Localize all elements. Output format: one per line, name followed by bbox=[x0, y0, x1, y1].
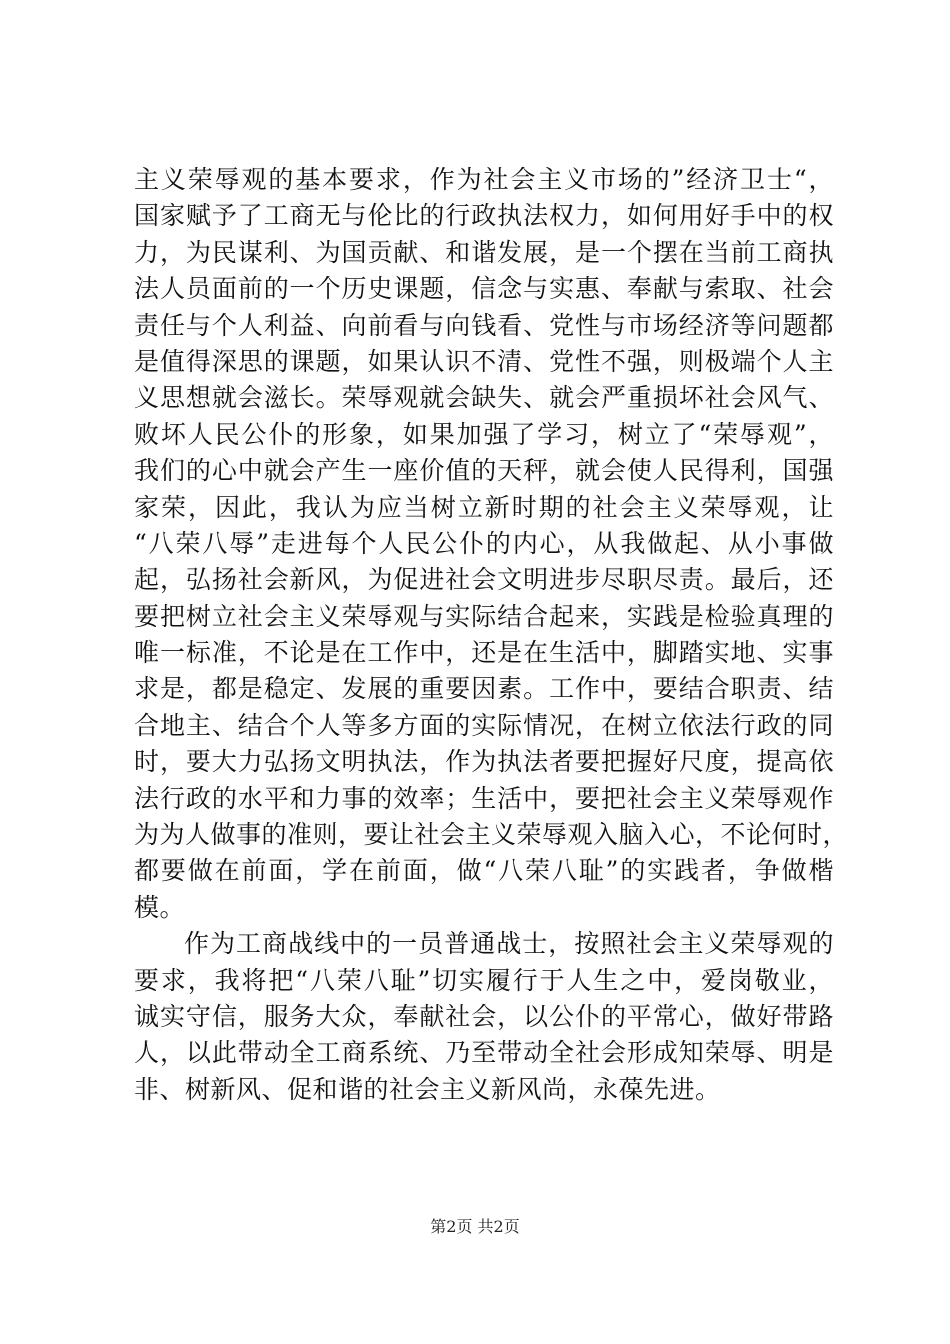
text-line: 义思想就会滋长。荣辱观就会缺失、就会严重损坏社会风气、 bbox=[134, 383, 834, 413]
text-line: 模。 bbox=[134, 892, 186, 922]
text-line: 是值得深思的课题，如果认识不清、党性不强，则极端个人主 bbox=[134, 346, 834, 376]
text-line: 法人员面前的一个历史课题，信念与实惠、奉献与索取、社会 bbox=[134, 274, 834, 304]
text-line: 作为工商战线中的一员普通战士，按照社会主义荣辱观的 bbox=[184, 929, 834, 959]
text-line: 主义荣辱观的基本要求，作为社会主义市场的”经济卫士“， bbox=[134, 165, 834, 194]
paragraph-2 bbox=[134, 926, 834, 1108]
paragraph-1 bbox=[134, 162, 849, 926]
text-line: 诚实守信，服务大众，奉献社会，以公仆的平常心，做好带路 bbox=[134, 1001, 834, 1031]
text-line: 求是，都是稳定、发展的重要因素。工作中，要结合职责、结 bbox=[134, 674, 834, 704]
text-line: 为为人做事的准则，要让社会主义荣辱观入脑入心，不论何时， bbox=[134, 820, 849, 850]
text-line: 非、树新风、促和谐的社会主义新风尚，永葆先进。 bbox=[134, 1074, 721, 1104]
text-line: 我们的心中就会产生一座价值的天秤，就会使人民得利，国强 bbox=[134, 456, 834, 486]
text-line: 人，以此带动全工商系统、乃至带动全社会形成知荣辱、明是 bbox=[134, 1038, 834, 1068]
text-line: 都要做在前面，学在前面，做“八荣八耻”的实践者，争做楷 bbox=[134, 856, 834, 886]
text-line: 责任与个人利益、向前看与向钱看、党性与市场经济等问题都 bbox=[134, 310, 834, 340]
text-line: 力，为民谋利、为国贡献、和谐发展，是一个摆在当前工商执 bbox=[134, 237, 834, 267]
text-line: 国家赋予了工商无与伦比的行政执法权力，如何用好手中的权 bbox=[134, 201, 834, 231]
text-line: 时，要大力弘扬文明执法，作为执法者要把握好尺度，提高依 bbox=[134, 747, 834, 777]
page-footer: 第2页 共2页 bbox=[430, 1217, 520, 1236]
text-line: 要把树立社会主义荣辱观与实际结合起来，实践是检验真理的 bbox=[134, 601, 834, 631]
text-line: 要求，我将把“八荣八耻”切实履行于人生之中，爱岗敬业， bbox=[134, 965, 834, 995]
document-body bbox=[134, 162, 849, 1108]
text-line: “八荣八辱”走进每个人民公仆的内心，从我做起、从小事做 bbox=[134, 528, 834, 558]
text-line: 家荣，因此，我认为应当树立新时期的社会主义荣辱观，让 bbox=[134, 492, 834, 522]
text-line: 法行政的水平和力事的效率；生活中，要把社会主义荣辱观作 bbox=[134, 783, 834, 813]
text-line: 败坏人民公仆的形象，如果加强了学习，树立了“荣辱观”， bbox=[134, 419, 834, 449]
text-line: 合地主、结合个人等多方面的实际情况，在树立依法行政的同 bbox=[134, 710, 834, 740]
text-line: 起，弘扬社会新风，为促进社会文明进步尽职尽责。最后，还 bbox=[134, 565, 834, 595]
text-line: 唯一标准，不论是在工作中，还是在生活中，脚踏实地、实事 bbox=[134, 638, 834, 668]
